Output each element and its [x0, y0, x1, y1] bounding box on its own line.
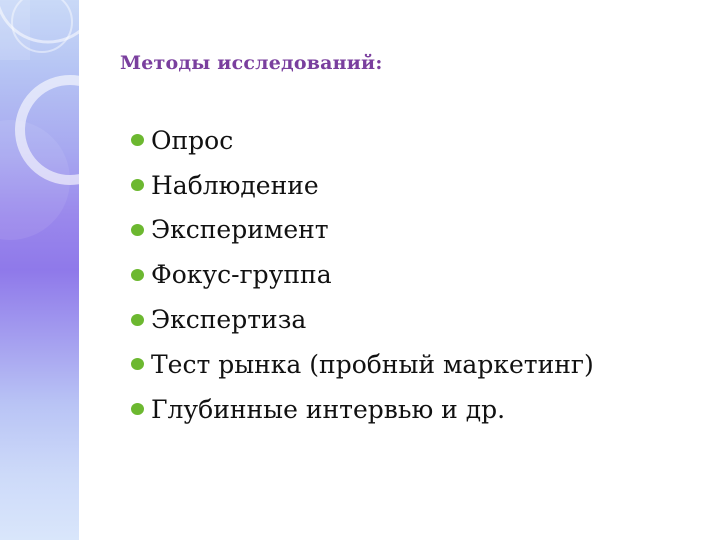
- bullet-list: [131, 118, 594, 432]
- list-item: [131, 163, 594, 208]
- bullet-dot-icon: [131, 403, 144, 415]
- slide-title: Методы исследований:: [120, 52, 383, 74]
- list-item-text: Тест рынка (пробный маркетинг): [151, 349, 594, 379]
- list-item-text: Фокус-группа: [151, 260, 332, 290]
- list-item: [131, 208, 594, 253]
- list-item: [131, 118, 594, 163]
- bullet-dot-icon: [131, 269, 144, 281]
- bullet-dot-icon: [131, 224, 144, 236]
- bullet-dot-icon: [131, 179, 144, 191]
- bullet-dot-icon: [131, 358, 144, 370]
- list-item: [131, 297, 594, 342]
- list-item: [131, 342, 594, 387]
- bullet-dot-icon: [131, 314, 144, 326]
- bullet-dot-icon: [131, 134, 144, 146]
- list-item-text: Опрос: [151, 125, 234, 155]
- decorative-side-band: [0, 0, 79, 540]
- decorative-rings: [0, 0, 79, 540]
- list-item: [131, 252, 594, 297]
- list-item-text: Глубинные интервью и др.: [151, 394, 506, 424]
- list-item-text: Экспертиза: [151, 305, 307, 335]
- list-item-text: Эксперимент: [151, 215, 329, 245]
- list-item: [131, 387, 594, 432]
- list-item-text: Наблюдение: [151, 170, 319, 200]
